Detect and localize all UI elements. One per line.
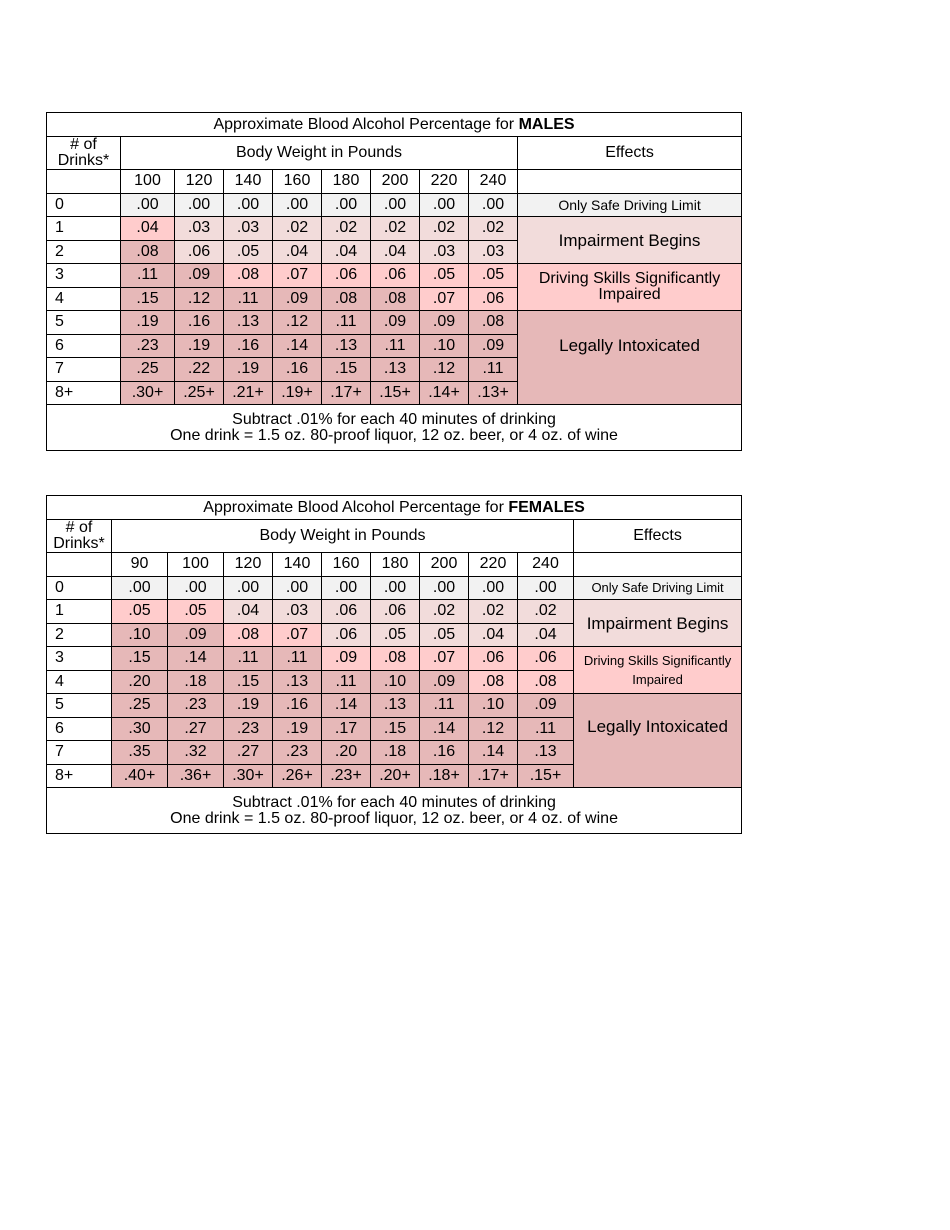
bac-cell: .05 [224, 240, 273, 264]
bac-cell: .11 [420, 694, 469, 718]
bac-cell: .09 [518, 694, 574, 718]
bac-cell: .08 [371, 647, 420, 671]
bac-cell: .08 [224, 264, 273, 288]
bac-cell: .20 [322, 741, 371, 765]
bac-cell: .02 [518, 600, 574, 624]
bac-cell: .08 [121, 240, 175, 264]
bac-cell: .25 [121, 358, 175, 382]
bac-cell: .02 [420, 600, 469, 624]
bac-cell: .06 [469, 287, 518, 311]
weight-cell: 200 [371, 170, 420, 194]
body-weight-header: Body Weight in Pounds [112, 520, 574, 553]
bac-cell: .40+ [112, 764, 168, 788]
table-row [47, 217, 742, 241]
bac-cell: .14 [273, 334, 322, 358]
bac-cell: .18 [168, 670, 224, 694]
bac-cell: .11 [121, 264, 175, 288]
drinks-label: 0 [47, 193, 121, 217]
bac-cell: .08 [224, 623, 273, 647]
bac-cell: .18 [371, 741, 420, 765]
bac-cell: .26+ [273, 764, 322, 788]
weight-cell: 180 [371, 553, 420, 577]
bac-cell: .16 [273, 358, 322, 382]
bac-cell: .12 [175, 287, 224, 311]
bac-cell: .14 [322, 694, 371, 718]
weight-cell: 220 [469, 553, 518, 577]
bac-cell: .00 [371, 576, 420, 600]
bac-cell: .13 [371, 694, 420, 718]
bac-cell: .09 [420, 311, 469, 335]
bac-cell: .11 [273, 647, 322, 671]
bac-cell: .11 [224, 647, 273, 671]
bac-cell: .36+ [168, 764, 224, 788]
weight-cell: 200 [420, 553, 469, 577]
bac-cell: .02 [322, 217, 371, 241]
bac-cell: .11 [322, 670, 371, 694]
bac-cell: .13+ [469, 381, 518, 405]
drinks-label: 5 [47, 311, 121, 335]
bac-cell: .07 [420, 287, 469, 311]
bac-cell: .12 [469, 717, 518, 741]
effect-safe-limit: Only Safe Driving Limit [574, 576, 742, 600]
bac-cell: .32 [168, 741, 224, 765]
bac-cell: .09 [175, 264, 224, 288]
bac-cell: .03 [469, 240, 518, 264]
table-row [47, 193, 742, 217]
bac-cell: .17 [322, 717, 371, 741]
effects-header: Effects [574, 520, 742, 553]
bac-cell: .14 [469, 741, 518, 765]
table-row [47, 264, 742, 288]
bac-cell: .13 [322, 334, 371, 358]
bac-cell: .06 [175, 240, 224, 264]
bac-cell: .02 [420, 217, 469, 241]
bac-cell: .04 [224, 600, 273, 624]
effect-legally-intoxicated: Legally Intoxicated [574, 694, 742, 788]
weight-cell: 240 [518, 553, 574, 577]
bac-cell: .35 [112, 741, 168, 765]
bac-cell: .15 [224, 670, 273, 694]
females-table-title: Approximate Blood Alcohol Percentage for FEMALES [47, 496, 742, 520]
bac-cell: .15+ [371, 381, 420, 405]
bac-cell: .23 [121, 334, 175, 358]
weight-cell: 160 [273, 170, 322, 194]
bac-cell: .14 [168, 647, 224, 671]
bac-cell: .19+ [273, 381, 322, 405]
bac-cell: .16 [224, 334, 273, 358]
weight-cell: 220 [420, 170, 469, 194]
table-row [47, 600, 742, 624]
bac-cell: .06 [322, 600, 371, 624]
table-row [47, 694, 742, 718]
bac-cell: .15 [121, 287, 175, 311]
bac-cell: .11 [469, 358, 518, 382]
bac-cell: .10 [469, 694, 518, 718]
bac-cell: .19 [175, 334, 224, 358]
drinks-label: 4 [47, 287, 121, 311]
bac-cell: .10 [371, 670, 420, 694]
weight-cell: 100 [121, 170, 175, 194]
bac-cell: .30 [112, 717, 168, 741]
bac-cell: .04 [322, 240, 371, 264]
bac-cell: .02 [469, 217, 518, 241]
males-table-title: Approximate Blood Alcohol Percentage for MALES [47, 113, 742, 137]
bac-cell: .11 [224, 287, 273, 311]
bac-cell: .07 [273, 623, 322, 647]
effect-legally-intoxicated: Legally Intoxicated [518, 311, 742, 405]
bac-cell: .17+ [469, 764, 518, 788]
weight-row [47, 170, 742, 194]
bac-cell: .07 [273, 264, 322, 288]
weight-cell: 100 [168, 553, 224, 577]
weight-cell: 180 [322, 170, 371, 194]
bac-cell: .15 [322, 358, 371, 382]
bac-cell: .19 [273, 717, 322, 741]
bac-cell: .19 [121, 311, 175, 335]
drinks-label: 8+ [47, 764, 112, 788]
bac-cell: .00 [322, 576, 371, 600]
bac-cell: .05 [420, 264, 469, 288]
bac-cell: .14 [420, 717, 469, 741]
bac-cell: .08 [322, 287, 371, 311]
bac-cell: .09 [371, 311, 420, 335]
bac-cell: .21+ [224, 381, 273, 405]
bac-cell: .06 [371, 264, 420, 288]
bac-cell: .04 [469, 623, 518, 647]
bac-cell: .05 [420, 623, 469, 647]
bac-cell: .00 [273, 193, 322, 217]
effect-impairment-begins: Impairment Begins [518, 217, 742, 264]
bac-cell: .05 [168, 600, 224, 624]
bac-cell: .23 [273, 741, 322, 765]
body-weight-header: Body Weight in Pounds [121, 137, 518, 170]
bac-cell: .19 [224, 358, 273, 382]
bac-cell: .30+ [224, 764, 273, 788]
drinks-column-header: # of Drinks* [47, 137, 121, 170]
bac-cell: .05 [112, 600, 168, 624]
drinks-label: 0 [47, 576, 112, 600]
bac-cell: .00 [420, 193, 469, 217]
weight-row [47, 553, 742, 577]
bac-cell: .14+ [420, 381, 469, 405]
drinks-column-header: # of Drinks* [47, 520, 112, 553]
drinks-label: 1 [47, 600, 112, 624]
bac-cell: .18+ [420, 764, 469, 788]
table-row [47, 576, 742, 600]
effect-significantly-impaired: Driving Skills Significantly Impaired [518, 264, 742, 311]
table-footnote: Subtract .01% for each 40 minutes of drinking One drink = 1.5 oz. 80-proof liquor, 12 oz. beer, or 4 oz. of wine [47, 405, 742, 451]
bac-cell: .06 [322, 623, 371, 647]
bac-cell: .09 [168, 623, 224, 647]
bac-cell: .02 [469, 600, 518, 624]
bac-cell: .08 [518, 670, 574, 694]
bac-cell: .00 [112, 576, 168, 600]
bac-cell: .09 [322, 647, 371, 671]
effect-significantly-impaired: Driving Skills Significantly Impaired [574, 647, 742, 694]
table-footnote: Subtract .01% for each 40 minutes of drinking One drink = 1.5 oz. 80-proof liquor, 12 oz. beer, or 4 oz. of wine [47, 788, 742, 834]
bac-cell: .20+ [371, 764, 420, 788]
bac-cell: .23+ [322, 764, 371, 788]
bac-cell: .11 [371, 334, 420, 358]
bac-cell: .04 [273, 240, 322, 264]
bac-cell: .13 [224, 311, 273, 335]
bac-cell: .27 [168, 717, 224, 741]
bac-cell: .13 [273, 670, 322, 694]
bac-cell: .05 [469, 264, 518, 288]
bac-cell: .11 [322, 311, 371, 335]
bac-cell: .16 [420, 741, 469, 765]
bac-cell: .09 [420, 670, 469, 694]
drinks-label: 2 [47, 240, 121, 264]
drinks-label: 2 [47, 623, 112, 647]
table-row [47, 311, 742, 335]
bac-cell: .11 [518, 717, 574, 741]
bac-cell: .06 [322, 264, 371, 288]
bac-cell: .06 [469, 647, 518, 671]
bac-cell: .10 [420, 334, 469, 358]
drinks-label: 6 [47, 334, 121, 358]
bac-cell: .03 [224, 217, 273, 241]
bac-cell: .20 [112, 670, 168, 694]
bac-cell: .19 [224, 694, 273, 718]
bac-cell: .13 [518, 741, 574, 765]
bac-cell: .25 [112, 694, 168, 718]
bac-cell: .00 [175, 193, 224, 217]
bac-cell: .06 [518, 647, 574, 671]
bac-cell: .27 [224, 741, 273, 765]
females-bac-table [46, 495, 742, 834]
bac-cell: .30+ [121, 381, 175, 405]
bac-cell: .00 [224, 193, 273, 217]
weight-cell: 120 [175, 170, 224, 194]
drinks-label: 7 [47, 358, 121, 382]
bac-cell: .04 [371, 240, 420, 264]
bac-cell: .12 [273, 311, 322, 335]
weight-cell: 120 [224, 553, 273, 577]
bac-cell: .23 [224, 717, 273, 741]
bac-cell: .05 [371, 623, 420, 647]
bac-cell: .04 [518, 623, 574, 647]
bac-cell: .00 [469, 576, 518, 600]
bac-cell: .17+ [322, 381, 371, 405]
males-bac-table [46, 112, 742, 451]
bac-cell: .25+ [175, 381, 224, 405]
weight-cell: 140 [224, 170, 273, 194]
weight-cell: 160 [322, 553, 371, 577]
bac-cell: .02 [371, 217, 420, 241]
bac-cell: .03 [420, 240, 469, 264]
bac-cell: .00 [518, 576, 574, 600]
bac-cell: .08 [371, 287, 420, 311]
bac-cell: .00 [224, 576, 273, 600]
table-row [47, 647, 742, 671]
bac-cell: .16 [175, 311, 224, 335]
bac-cell: .07 [420, 647, 469, 671]
effects-header: Effects [518, 137, 742, 170]
bac-cell: .00 [322, 193, 371, 217]
bac-cell: .00 [273, 576, 322, 600]
bac-cell: .00 [371, 193, 420, 217]
bac-cell: .16 [273, 694, 322, 718]
effect-impairment-begins: Impairment Begins [574, 600, 742, 647]
bac-cell: .00 [469, 193, 518, 217]
bac-cell: .08 [469, 311, 518, 335]
bac-cell: .03 [175, 217, 224, 241]
bac-cell: .23 [168, 694, 224, 718]
drinks-label: 4 [47, 670, 112, 694]
drinks-label: 8+ [47, 381, 121, 405]
effect-safe-limit: Only Safe Driving Limit [518, 193, 742, 217]
bac-cell: .00 [420, 576, 469, 600]
drinks-label: 3 [47, 647, 112, 671]
bac-cell: .10 [112, 623, 168, 647]
bac-cell: .09 [469, 334, 518, 358]
bac-cell: .00 [121, 193, 175, 217]
bac-cell: .03 [273, 600, 322, 624]
bac-cell: .15+ [518, 764, 574, 788]
drinks-label: 3 [47, 264, 121, 288]
weight-cell: 140 [273, 553, 322, 577]
drinks-label: 7 [47, 741, 112, 765]
bac-cell: .06 [371, 600, 420, 624]
bac-cell: .02 [273, 217, 322, 241]
bac-cell: .09 [273, 287, 322, 311]
bac-cell: .08 [469, 670, 518, 694]
bac-cell: .00 [168, 576, 224, 600]
bac-cell: .13 [371, 358, 420, 382]
drinks-label: 6 [47, 717, 112, 741]
bac-cell: .15 [112, 647, 168, 671]
bac-cell: .12 [420, 358, 469, 382]
bac-cell: .04 [121, 217, 175, 241]
drinks-label: 5 [47, 694, 112, 718]
bac-cell: .22 [175, 358, 224, 382]
weight-cell: 240 [469, 170, 518, 194]
weight-cell: 90 [112, 553, 168, 577]
drinks-label: 1 [47, 217, 121, 241]
bac-cell: .15 [371, 717, 420, 741]
